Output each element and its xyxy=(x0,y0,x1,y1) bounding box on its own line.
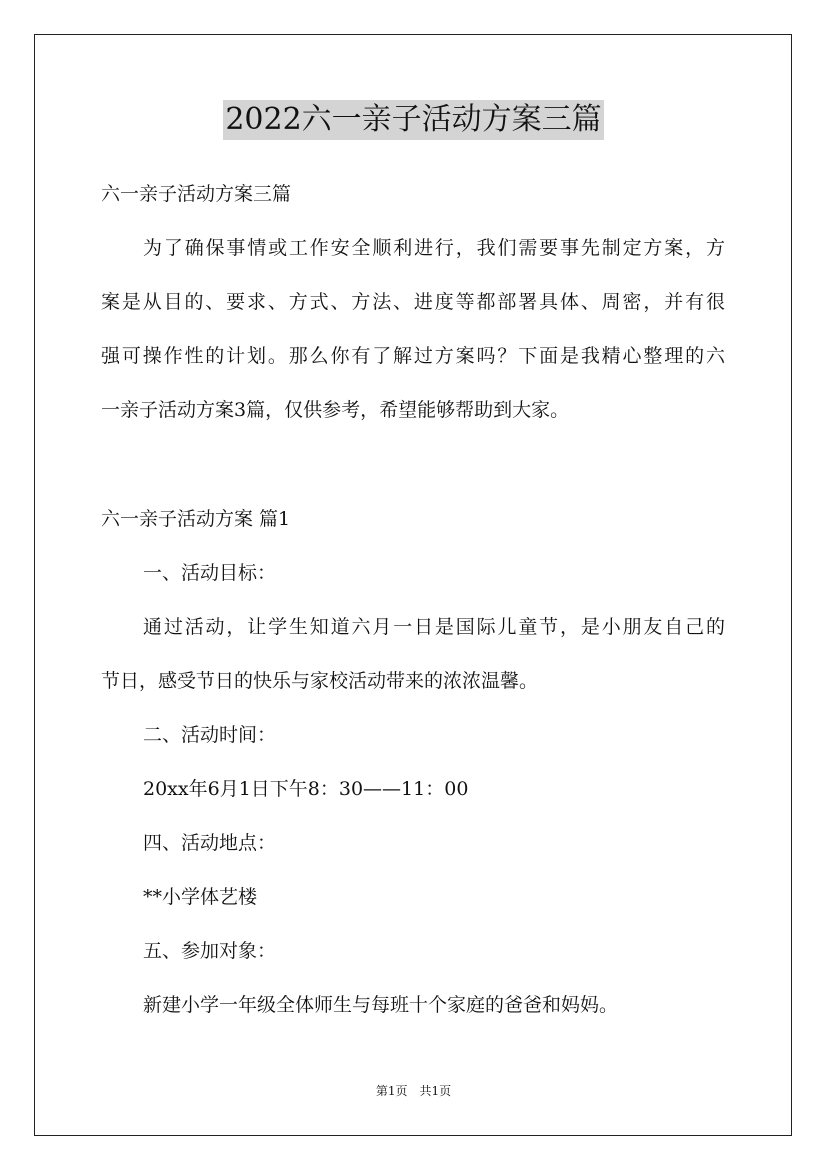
location-text: **小学体艺楼 xyxy=(143,886,258,908)
page-number: 第1页 共1页 xyxy=(375,1084,452,1098)
section-heading: 六一亲子活动方案 篇1 xyxy=(101,508,291,530)
goal-text-line: 通过活动，让学生知道六月一日是国际儿童节，是小朋友自己的 xyxy=(143,616,725,638)
document-title-text: 2022六一亲子活动方案三篇 xyxy=(223,100,603,140)
location-heading: 四、活动地点： xyxy=(143,832,277,854)
time-text: 20xx年6月1日下午8：30——11：00 xyxy=(143,778,469,800)
participants-heading: 五、参加对象： xyxy=(143,940,277,962)
participants-text: 新建小学一年级全体师生与每班十个家庭的爸爸和妈妈。 xyxy=(143,994,619,1016)
intro-line: 一亲子活动方案3篇，仅供参考，希望能够帮助到大家。 xyxy=(101,399,570,421)
goal-text-line: 节日，感受节日的快乐与家校活动带来的浓浓温馨。 xyxy=(101,670,539,692)
document-subtitle: 六一亲子活动方案三篇 xyxy=(101,183,292,205)
intro-line: 为了确保事情或工作安全顺利进行，我们需要事先制定方案，方 xyxy=(143,237,725,259)
document-title xyxy=(0,100,827,140)
intro-line: 案是从目的、要求、方式、方法、进度等都部署具体、周密，并有很 xyxy=(101,291,725,313)
goal-heading: 一、活动目标： xyxy=(143,562,277,584)
intro-line: 强可操作性的计划。那么你有了解过方案吗？下面是我精心整理的六 xyxy=(101,345,725,367)
time-heading: 二、活动时间： xyxy=(143,724,277,746)
